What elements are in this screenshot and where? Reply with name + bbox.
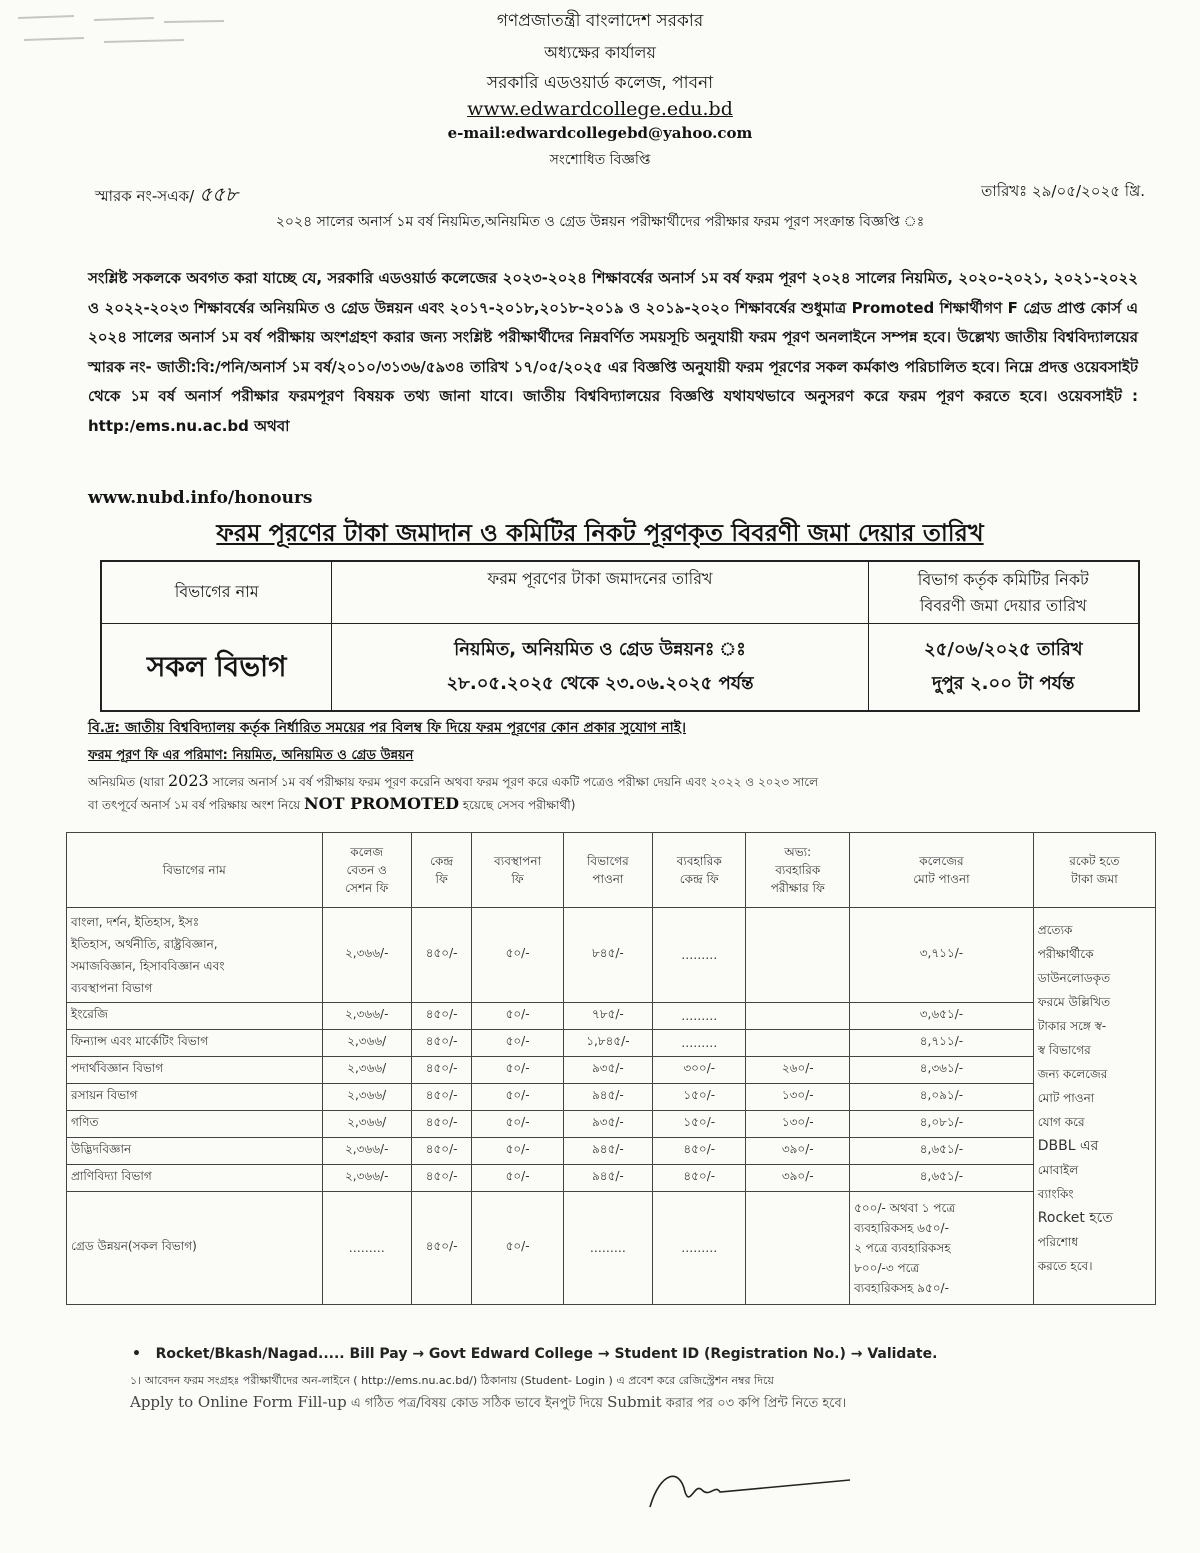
notice-subject: ২০২৪ সালের অনার্স ১ম বর্ষ নিয়মিত,অনিয়মিত ও গ্রেড উন্নয়ন পরীক্ষার্থীদের পরীক্ষার ফরম পূরণ সংক্রান্ত বিজ্ঞপ্তি ঃ [275, 214, 925, 230]
fee-header-row [67, 833, 1156, 908]
fee-col-college [322, 833, 411, 908]
fee-col-mgmt-b: ফি [511, 872, 524, 886]
rocket-line: করতে হবে। [1037, 1259, 1093, 1273]
fee-college: ২,৩৬৬/ [322, 1111, 411, 1138]
irregular-text-b: সালের অনার্স ১ম বর্ষ পরীক্ষায় ফরম পূরণ করেনি অথবা ফরম পূরণ করে একটি পত্রেও পরীক্ষা দেয়নি এবং ২০২২ ও ২০২৩ সালে [208, 775, 819, 789]
fee-dept: ফিন্যান্স এবং মার্কেটিং বিভাগ [67, 1030, 323, 1057]
fee-college: ২,৩৬৬/- [322, 908, 411, 1003]
rocket-line: DBBL এর [1037, 1138, 1099, 1154]
fee-practical: ……… [653, 908, 746, 1003]
late-fee-note: বি.দ্র: জাতীয় বিশ্ববিদ্যালয় কর্তৃক নির্ধারিত সময়ের পর বিলম্ব ফি দিয়ে ফরম পূরণের কোন প্রকার সুযোগ নাই। [88, 720, 687, 736]
schedule-payment [332, 624, 868, 712]
fee-deptdue: ৭৮৫/- [563, 1003, 652, 1030]
fee-center: ৪৫০/- [411, 1192, 472, 1305]
fee-center: ৪৫০/- [411, 1138, 472, 1165]
step-one: ১। আবেদন ফরম সংগ্রহঃ পরীক্ষার্থীদের অন-লাইনে ( http://ems.nu.ac.bd/) ঠিকানায় (Student- Login ) এ প্রবেশ করে রেজিস্ট্রেশন নম্বর দিয়ে [130, 1374, 774, 1387]
schedule-col-dept: বিভাগের নাম [101, 561, 332, 624]
fee-table [66, 832, 1156, 1305]
fee-deptdue: ৯৩৫/- [563, 1057, 652, 1084]
fee-dept: পদার্থবিজ্ঞান বিভাগ [67, 1057, 323, 1084]
irregular-definition [88, 770, 1158, 816]
fee-col-college-a: কলেজ [350, 845, 384, 859]
fee-center: ৪৫০/- [411, 908, 472, 1003]
fee-col-dept: বিভাগের নাম [67, 833, 323, 908]
grade-total-line: ৫০০/- অথবা ১ পত্রে [854, 1201, 956, 1215]
irregular-text-d: হয়েছে সেসব পরীক্ষার্থী) [458, 798, 576, 812]
principal-signature [640, 1462, 860, 1522]
fee-internal: ৩৯০/- [746, 1138, 850, 1165]
fee-mgmt: ৫০/- [472, 1030, 563, 1057]
fee-internal: ২৬০/- [746, 1057, 850, 1084]
fee-col-internal-c: পরীক্ষার ফি [770, 881, 825, 895]
fee-row-grade [67, 1192, 1156, 1305]
fee-college: ……… [322, 1192, 411, 1305]
schedule-submit-line2: দুপুর ২.০০ টা পর্যন্ত [932, 673, 1075, 694]
fee-center: ৪৫০/- [411, 1003, 472, 1030]
fee-deptdue: ৯৩৫/- [563, 1111, 652, 1138]
rocket-line: মোবাইল [1037, 1163, 1079, 1177]
fee-mgmt: ৫০/- [472, 1003, 563, 1030]
college-website: www.edwardcollege.edu.bd [467, 98, 733, 120]
fee-dept: গ্রেড উন্নয়ন(সকল বিভাগ) [67, 1192, 323, 1305]
schedule-dept: সকল বিভাগ [101, 624, 332, 712]
fee-practical: ……… [653, 1030, 746, 1057]
fee-col-center-a: কেন্দ্র [430, 854, 454, 868]
schedule-header-row [101, 561, 1139, 624]
grade-total-line: ২ পত্রে ব্যবহারিকসহ [854, 1241, 951, 1255]
fee-mgmt: ৫০/- [472, 1192, 563, 1305]
fee-college: ২,৩৬৬/ [322, 1030, 411, 1057]
fee-total [850, 1192, 1034, 1305]
schedule-submit [868, 624, 1139, 712]
schedule-submit-line1: ২৫/০৬/২০২৫ তারিখ [923, 639, 1083, 660]
fee-total: ৩,৬৫১/- [850, 1003, 1034, 1030]
irregular-text-c: বা তৎপূর্বে অনার্স ১ম বর্ষ পরিক্ষায় অংশ নিয়ে [88, 798, 305, 812]
fee-dept: উদ্ভিদবিজ্ঞান [67, 1138, 323, 1165]
fee-total: ৪,০৮১/- [850, 1111, 1034, 1138]
fee-col-center [411, 833, 472, 908]
college-email: e-mail:edwardcollegebd@yahoo.com [447, 124, 753, 142]
fee-row [67, 1084, 1156, 1111]
fee-amount-heading: ফরম পূরণ ফি এর পরিমাণ: নিয়মিত, অনিয়মিত ও গ্রেড উন্নয়ন [88, 748, 414, 763]
schedule-payment-line1: নিয়মিত, অনিয়মিত ও গ্রেড উন্নয়নঃ ঃ [454, 639, 746, 660]
fee-dept: ইংরেজি [67, 1003, 323, 1030]
fee-dept-line: সমাজবিজ্ঞান, হিসাববিজ্ঞান এবং [71, 959, 225, 973]
fee-total: ৪,৩৬১/- [850, 1057, 1034, 1084]
fee-dept-line: ইতিহাস, অর্থনীতি, রাষ্ট্রবিজ্ঞান, [71, 937, 218, 951]
fee-practical: ……… [653, 1192, 746, 1305]
rocket-line: স্ব বিভাগের [1037, 1043, 1091, 1057]
fee-col-practical-b: কেন্দ্র ফি [679, 872, 719, 886]
fee-internal [746, 1003, 850, 1030]
fee-dept [67, 908, 323, 1003]
fee-dept: প্রাণিবিদ্যা বিভাগ [67, 1165, 323, 1192]
fee-dept-line: ব্যবস্থাপনা বিভাগ [71, 981, 153, 995]
fee-row [67, 1165, 1156, 1192]
fee-col-mgmt [472, 833, 563, 908]
fee-college: ২,৩৬৬/- [322, 1165, 411, 1192]
fee-internal [746, 908, 850, 1003]
fee-col-internal [746, 833, 850, 908]
fee-center: ৪৫০/- [411, 1084, 472, 1111]
office-title: অধ্যক্ষের কার্যালয় [544, 43, 656, 62]
fee-practical: ৩০০/- [653, 1057, 746, 1084]
fee-internal: ১৩০/- [746, 1084, 850, 1111]
fee-col-rocket [1033, 833, 1155, 908]
irregular-year: 2023 [167, 771, 209, 790]
fee-total: ৪,৬৫১/- [850, 1138, 1034, 1165]
fee-col-college-b: বেতন ও [346, 863, 387, 877]
fee-col-internal-b: ব্যবহারিক [775, 863, 821, 877]
grade-total-line: ব্যবহারিকসহ ৬৫০/- [854, 1221, 949, 1235]
notice-body: সংশ্লিষ্ট সকলকে অবগত করা যাচ্ছে যে, সরকারি এডওয়ার্ড কলেজের ২০২৩-২০২৪ শিক্ষাবর্ষের অনার্স ১ম বর্ষ ফরম পূরণ ২০২৪ সালের নিয়মিত, ২০২০-২০২১, ২০২১-২০২২ ও ২০২২-২০২৩ শিক্ষাবর্ষের অনিয়মিত ও গ্রেড উন্নয়ন এবং ২০১৭-২০১৮,২০১৮-২০১৯ ও ২০১৯-২০২০ শিক্ষাবর্ষের শুধুমাত্র Promoted শিক্ষার্থীগণ F গ্রেড প্রাপ্ত কোর্স এ ২০২৪ সালের অনার্স ১ম বর্ষ পরীক্ষায় অংশগ্রহণ করার জন্য সংশ্লিষ্ট পরীক্ষার্থীদের নিম্নবর্ণিত সময়সূচি অনুযায়ী ফরম পূরণ অনলাইনে সম্পন্ন হবে। উল্লেখ্য জাতীয় বিশ্ববিদ্যালয়ের স্মারক নং- জাতী:বি:/পনি/অনার্স ১ম বর্ষ/২০১০/৩১৩৬/৫৯৩৪ তারিখ ১৭/০৫/২০২৫ এর বিজ্ঞপ্তি অনুযায়ী ফরম পূরণের সকল কর্মকাণ্ড পরিচালিত হবে। নিম্নে প্রদত্ত ওয়েবসাইট থেকে ১ম বর্ষ অনার্স পরীক্ষার ফরমপূরণ বিষয়ক তথ্য জানা যাবে। জাতীয় বিশ্ববিদ্যালয়ের বিজ্ঞপ্তি যথাযথভাবে অনুসরণ করে ফরম পূরণ করতে হবে। ওয়েবসাইট : http:/ems.nu.ac.bd অথবা [88, 269, 1138, 435]
rocket-line: প্রত্যেক [1037, 923, 1073, 937]
notice-date: তারিখঃ ২৯/০৫/২০২৫ খ্রি. [981, 182, 1145, 200]
schedule-table [100, 560, 1140, 712]
schedule-heading: ফরম পূরণের টাকা জমাদান ও কমিটির নিকট পূরণকৃত বিবরণী জমা দেয়ার তারিখ [216, 519, 984, 547]
fee-row [67, 908, 1156, 1003]
rocket-line: Rocket হতে [1037, 1210, 1113, 1226]
step-two-d: করার পর ০৩ কপি প্রিন্ট নিতে হবে। [661, 1396, 847, 1411]
fee-mgmt: ৫০/- [472, 1057, 563, 1084]
schedule-payment-line2: ২৮.০৫.২০২৫ থেকে ২৩.০৬.২০২৫ পর্যন্ত [446, 673, 754, 694]
fee-col-deptdue [563, 833, 652, 908]
memo-handwritten-number: ৫৫৮ [198, 182, 238, 206]
schedule-row [101, 624, 1139, 712]
fee-col-rocket-a: রকেট হতে [1069, 854, 1120, 868]
rocket-line: ব্যাংকিং [1037, 1187, 1074, 1201]
memo-label: স্মারক নং-সএক/ [95, 187, 195, 205]
fee-col-practical [653, 833, 746, 908]
fee-row [67, 1138, 1156, 1165]
fee-mgmt: ৫০/- [472, 1111, 563, 1138]
govt-title: গণপ্রজাতন্ত্রী বাংলাদেশ সরকার [496, 11, 704, 31]
irregular-text-a: অনিয়মিত (যারা [88, 775, 168, 789]
fee-col-rocket-b: টাকা জমা [1071, 872, 1118, 886]
rocket-line: টাকার সঙ্গে স্ব- [1037, 1019, 1107, 1033]
fee-col-deptdue-a: বিভাগের [586, 854, 629, 868]
fee-mgmt: ৫০/- [472, 1165, 563, 1192]
memo-number [95, 180, 238, 213]
rocket-line: পরীক্ষার্থীকে [1037, 947, 1094, 961]
fee-col-total [850, 833, 1034, 908]
payment-path-text: Rocket/Bkash/Nagad..... Bill Pay → Govt Edward College → Student ID (Registration No.) → Validate. [155, 1346, 938, 1362]
fee-deptdue: ১,৮৪৫/- [563, 1030, 652, 1057]
payment-path [132, 1346, 937, 1362]
fee-practical: ১৫০/- [653, 1084, 746, 1111]
step-two-c: Submit [607, 1393, 662, 1411]
fee-internal [746, 1192, 850, 1305]
nu-website: www.nubd.info/honours [88, 488, 313, 508]
schedule-col-payment: ফরম পূরণের টাকা জমাদনের তারিখ [332, 561, 868, 624]
rocket-line: যোগ করে [1037, 1115, 1085, 1129]
grade-total-line: ৮০০/-৩ পত্রে [854, 1261, 920, 1275]
fee-row [67, 1003, 1156, 1030]
rocket-line: ফরমে উল্লিখিত [1037, 995, 1111, 1009]
fee-center: ৪৫০/- [411, 1111, 472, 1138]
fee-deptdue: ৯৪৫/- [563, 1138, 652, 1165]
fee-dept: গণিত [67, 1111, 323, 1138]
rocket-line: জন্য কলেজের [1037, 1067, 1108, 1081]
fee-center: ৪৫০/- [411, 1165, 472, 1192]
fee-col-total-a: কলেজের [919, 854, 964, 868]
fee-row [67, 1111, 1156, 1138]
fee-col-college-c: সেশন ফি [345, 881, 389, 895]
rocket-line: মোট পাওনা [1037, 1091, 1095, 1105]
step-two [130, 1393, 846, 1415]
fee-internal: ১৩০/- [746, 1111, 850, 1138]
not-promoted-text: NOT PROMOTED [304, 794, 459, 813]
fee-college: ২,৩৬৬/ [322, 1057, 411, 1084]
fee-total: ৩,৭১১/- [850, 908, 1034, 1003]
fee-practical: ৪৫০/- [653, 1165, 746, 1192]
grade-total-line: ব্যবহারিকসহ ৯৫০/- [854, 1281, 949, 1295]
fee-center: ৪৫০/- [411, 1030, 472, 1057]
fee-internal [746, 1030, 850, 1057]
notice-type: সংশোধিত বিজ্ঞপ্তি [549, 152, 651, 168]
step-two-a: Apply to Online Form Fill-up [130, 1393, 347, 1411]
schedule-col-submit [868, 561, 1139, 624]
fee-mgmt: ৫০/- [472, 1138, 563, 1165]
fee-deptdue: ৯৪৫/- [563, 1165, 652, 1192]
bullet-icon: • [132, 1346, 156, 1362]
fee-center: ৪৫০/- [411, 1057, 472, 1084]
fee-total: ৪,৭১১/- [850, 1030, 1034, 1057]
rocket-line: পরিশোধ [1037, 1235, 1079, 1249]
fee-total: ৪,৬৫১/- [850, 1165, 1034, 1192]
college-name: সরকারি এডওয়ার্ড কলেজ, পাবনা [486, 73, 714, 93]
step-two-b: এ গঠিত পত্র/বিষয় কোড সঠিক ভাবে ইনপুট দিয়ে [346, 1396, 608, 1411]
fee-college: ২,৩৬৬/ [322, 1084, 411, 1111]
fee-col-internal-a: অভ্য: [784, 845, 812, 859]
fee-practical: ১৫০/- [653, 1111, 746, 1138]
rocket-instruction [1033, 908, 1155, 1305]
fee-col-center-b: ফি [435, 872, 448, 886]
fee-internal: ৩৯০/- [746, 1165, 850, 1192]
fee-row [67, 1030, 1156, 1057]
fee-col-deptdue-b: পাওনা [592, 872, 624, 886]
fee-practical: ……… [653, 1003, 746, 1030]
fee-deptdue: ৯৪৫/- [563, 1084, 652, 1111]
rocket-line: ডাউনলোডকৃত [1037, 971, 1111, 985]
schedule-col-submit-line1: বিভাগ কর্তৃক কমিটির নিকট [917, 569, 1089, 589]
fee-row [67, 1057, 1156, 1084]
fee-mgmt: ৫০/- [472, 1084, 563, 1111]
fee-total: ৪,০৯১/- [850, 1084, 1034, 1111]
fee-college: ২,৩৬৬/- [322, 1003, 411, 1030]
schedule-col-submit-line2: বিবরণী জমা দেয়ার তারিখ [919, 595, 1087, 615]
fee-col-practical-a: ব্যবহারিক [676, 854, 722, 868]
fee-deptdue: ৮৪৫/- [563, 908, 652, 1003]
fee-dept: রসায়ন বিভাগ [67, 1084, 323, 1111]
fee-college: ২,৩৬৬/- [322, 1138, 411, 1165]
fee-mgmt: ৫০/- [472, 908, 563, 1003]
fee-practical: ৪৫০/- [653, 1138, 746, 1165]
fee-deptdue: ……… [563, 1192, 652, 1305]
fee-col-total-b: মোট পাওনা [913, 872, 970, 886]
fee-col-mgmt-a: ব্যবস্থাপনা [494, 854, 542, 868]
fee-dept-line: বাংলা, দর্শন, ইতিহাস, ইসঃ [71, 915, 200, 929]
